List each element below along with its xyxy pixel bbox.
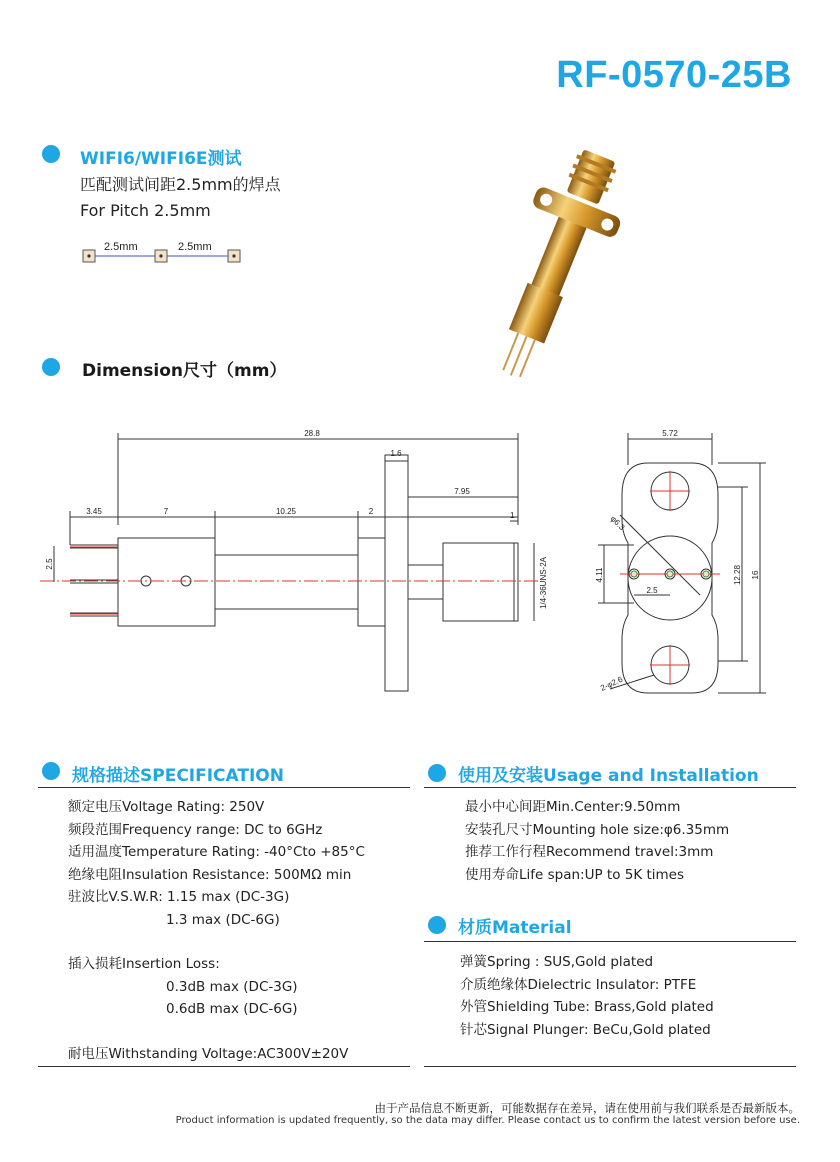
- spec-line: 1.3 max (DC-6G): [166, 911, 280, 928]
- dim-flange: 1.6: [390, 449, 402, 458]
- spec-line: 插入损耗Insertion Loss:: [68, 956, 220, 972]
- footer-cn: 由于产品信息不断更新，可能数据存在差异，请在使用前与我们联系是否最新版本。: [374, 1101, 800, 1115]
- spec-line: 适用温度Temperature Rating: -40°Cto +85°C: [68, 844, 365, 860]
- spec-line: 频段范围Frequency range: DC to 6GHz: [68, 821, 323, 838]
- dim-thread: 1/4-36UNS-2A: [539, 556, 548, 610]
- usage-list: [465, 796, 729, 886]
- spec-line: 0.3dB max (DC-3G): [166, 978, 298, 995]
- dim-tail: 7.95: [454, 487, 470, 496]
- spec-line: 额定电压Voltage Rating: 250V: [68, 799, 265, 815]
- dim-seg3: 2: [368, 507, 374, 516]
- divider: [38, 787, 410, 788]
- dim-pin: 2.5: [45, 558, 54, 570]
- divider: [38, 1066, 410, 1067]
- material-line: 介质绝缘体Dielectric Insulator: PTFE: [460, 976, 697, 993]
- dim-height-mid: 12.28: [733, 564, 742, 586]
- front-view-drawing: [590, 425, 780, 705]
- usage-heading: 使用及安装Usage and Installation: [458, 766, 759, 786]
- material-list: [460, 951, 714, 1041]
- spec-line: 0.6dB max (DC-6G): [166, 1001, 298, 1017]
- bullet-dot: [428, 764, 446, 782]
- dim-holes: 2-φ2.6: [599, 674, 625, 693]
- material-line: 弹簧Spring : SUS,Gold plated: [460, 954, 654, 970]
- dim-height-inner: 4.11: [595, 567, 604, 583]
- divider: [424, 1066, 796, 1067]
- divider: [424, 787, 796, 788]
- dim-seg1: 7: [163, 507, 169, 516]
- pitch-label-b: 2.5mm: [178, 241, 212, 253]
- dimension-heading: Dimension尺寸（mm）: [82, 361, 287, 381]
- dim-seg2: 10.25: [275, 507, 297, 516]
- material-line: 外管Shielding Tube: Brass,Gold plated: [460, 999, 714, 1015]
- bullet-dot: [428, 916, 446, 934]
- usage-line: 使用寿命Life span:UP to 5K times: [465, 866, 685, 883]
- bullet-dot: [42, 762, 60, 780]
- bullet-dot: [42, 145, 60, 163]
- pitch-label-a: 2.5mm: [104, 241, 138, 253]
- spec-list: [68, 796, 365, 1065]
- intro-line-cn: 匹配测试间距2.5mm的焊点: [80, 175, 281, 194]
- usage-line: 推荐工作行程Recommend travel:3mm: [465, 844, 714, 860]
- side-view-drawing: [40, 425, 570, 705]
- dim-height-total: 16: [751, 570, 760, 580]
- usage-line: 最小中心间距Min.Center:9.50mm: [465, 799, 681, 815]
- dim-pitch: 2.5: [646, 586, 658, 595]
- dim-tip: 3.45: [86, 507, 102, 516]
- intro-line-en: For Pitch 2.5mm: [80, 201, 211, 220]
- spec-line: 绝缘电阻Insulation Resistance: 500MΩ min: [68, 866, 352, 883]
- page-title: RF-0570-25B: [556, 54, 792, 96]
- footer-en: Product information is updated frequently, so the data may differ. Please contact us to confirm the latest version before use.: [175, 1115, 800, 1126]
- dim-width: 5.72: [662, 429, 678, 438]
- product-image: [440, 140, 660, 390]
- bullet-dot: [42, 358, 60, 376]
- divider: [424, 941, 796, 942]
- spec-line: 耐电压Withstanding Voltage:AC300V±20V: [68, 1045, 349, 1062]
- pitch-diagram: [78, 236, 248, 268]
- material-line: 针芯Signal Plunger: BeCu,Gold plated: [460, 1021, 711, 1038]
- dim-total: 28.8: [304, 429, 320, 438]
- dim-diameter: φ6.3: [608, 514, 627, 532]
- dim-end: 1: [510, 511, 515, 520]
- usage-line: 安装孔尺寸Mounting hole size:φ6.35mm: [465, 821, 730, 838]
- specification-heading: 规格描述SPECIFICATION: [72, 766, 284, 786]
- intro-heading: WIFI6/WIFI6E测试: [80, 149, 242, 169]
- spec-line: 驻波比V.S.W.R: 1.15 max (DC-3G): [68, 889, 290, 905]
- material-heading: 材质Material: [458, 918, 572, 938]
